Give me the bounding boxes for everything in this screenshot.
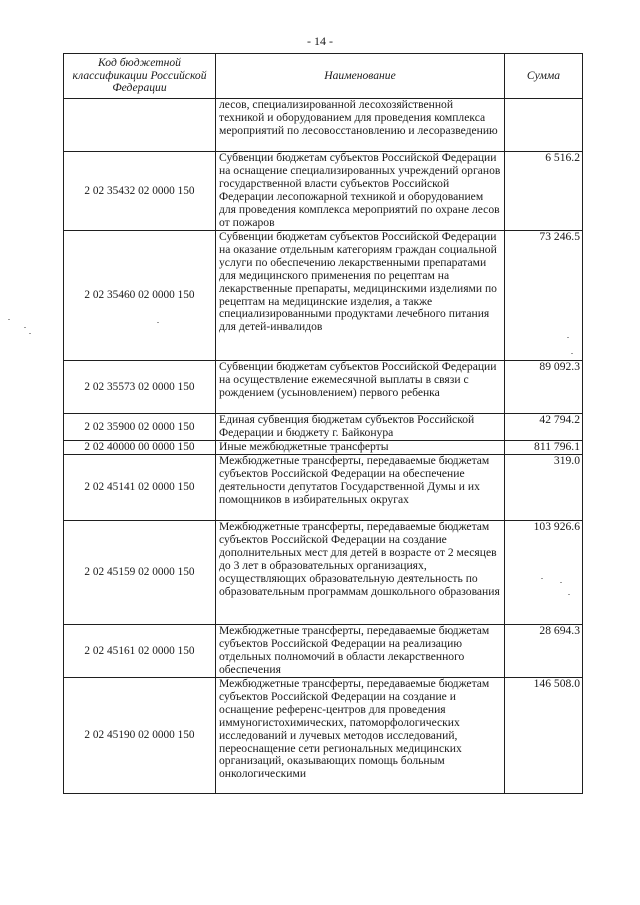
scan-speck	[29, 333, 31, 334]
row-name: Единая субвенция бюджетам субъектов Российской Федерации и бюджету г. Байконура	[216, 414, 505, 441]
page-number: - 14 -	[307, 34, 333, 48]
row-code: 2 02 45159 02 0000 150	[64, 521, 216, 625]
scan-speck	[568, 594, 570, 595]
row-sum: 319.0	[505, 455, 583, 521]
row-sum: 146 508.0	[505, 678, 583, 794]
row-code: 2 02 35573 02 0000 150	[64, 361, 216, 414]
table-row	[64, 625, 583, 678]
budget-classification-table	[63, 53, 583, 794]
row-name: Межбюджетные трансферты, передаваемые бюджетам субъектов Российской Федерации на создание и оснащение референс-центров для проведения иммуногистохимических, патоморфологических исследований и лучевых методов исследований, переоснащение сети региональных медицинских организаций, оказывающих помощь больным онкологическими	[216, 678, 505, 794]
table-row	[64, 455, 583, 521]
table-row	[64, 678, 583, 794]
header-sum: Сумма	[505, 54, 583, 99]
row-sum	[505, 99, 583, 152]
table-row	[64, 521, 583, 625]
row-name: Межбюджетные трансферты, передаваемые бюджетам субъектов Российской Федерации на обеспечение деятельности депутатов Государственной Думы и их помощников в избирательных округах	[216, 455, 505, 521]
row-name: Межбюджетные трансферты, передаваемые бюджетам субъектов Российской Федерации на реализацию отдельных полномочий в области лекарственного обеспечения	[216, 625, 505, 678]
scan-speck	[541, 578, 543, 579]
scan-speck	[8, 319, 10, 320]
row-code	[64, 99, 216, 152]
table-row	[64, 152, 583, 231]
row-sum: 42 794.2	[505, 414, 583, 441]
row-sum: 73 246.5	[505, 231, 583, 361]
table-header-row	[64, 54, 583, 99]
row-name: Межбюджетные трансферты, передаваемые бюджетам субъектов Российской Федерации на создание дополнительных мест для детей в возрасте от 2 месяцев до 3 лет в образовательных организациях, осуществляющих образовательную деятельность по образовательным программам дошкольного образования	[216, 521, 505, 625]
table-row	[64, 231, 583, 361]
row-name: Субвенции бюджетам субъектов Российской Федерации на оснащение специализированных учреждений органов государственной власти субъектов Российской Федерации лесопожарной техникой и оборудованием для проведения комплекса мероприятий по охране лесов от пожаров	[216, 152, 505, 231]
header-code: Код бюджетной классификации Российской Федерации	[64, 54, 216, 99]
scan-speck	[560, 582, 562, 583]
row-sum: 89 092.3	[505, 361, 583, 414]
row-code: 2 02 45190 02 0000 150	[64, 678, 216, 794]
row-code: 2 02 40000 00 0000 150	[64, 441, 216, 455]
scan-speck	[24, 327, 26, 328]
row-code: 2 02 45161 02 0000 150	[64, 625, 216, 678]
table-row	[64, 441, 583, 455]
row-code: 2 02 35460 02 0000 150	[64, 231, 216, 361]
row-name: Субвенции бюджетам субъектов Российской Федерации на оказание отдельным категориям граждан социальной услуги по обеспечению лекарственными препаратами для медицинского применения по рецептам на лекарственные препараты, медицинскими изделиями по рецептам на медицинские изделия, а также специализированными продуктами лечебного питания для детей-инвалидов	[216, 231, 505, 361]
table-row	[64, 414, 583, 441]
table-row	[64, 361, 583, 414]
row-code: 2 02 35900 02 0000 150	[64, 414, 216, 441]
scan-speck	[571, 353, 573, 354]
row-sum: 811 796.1	[505, 441, 583, 455]
row-sum: 28 694.3	[505, 625, 583, 678]
table-row	[64, 99, 583, 152]
row-sum: 103 926.6	[505, 521, 583, 625]
row-name: Субвенции бюджетам субъектов Российской Федерации на осуществление ежемесячной выплаты в связи с рождением (усыновлением) первого ребенка	[216, 361, 505, 414]
header-name: Наименование	[216, 54, 505, 99]
scan-speck	[567, 337, 569, 338]
row-name: Иные межбюджетные трансферты	[216, 441, 505, 455]
row-code: 2 02 45141 02 0000 150	[64, 455, 216, 521]
row-code: 2 02 35432 02 0000 150	[64, 152, 216, 231]
row-name: лесов, специализированной лесохозяйственной техникой и оборудованием для проведения комплекса мероприятий по лесовосстановлению и лесоразведению	[216, 99, 505, 152]
scan-speck	[157, 322, 159, 323]
row-sum: 6 516.2	[505, 152, 583, 231]
